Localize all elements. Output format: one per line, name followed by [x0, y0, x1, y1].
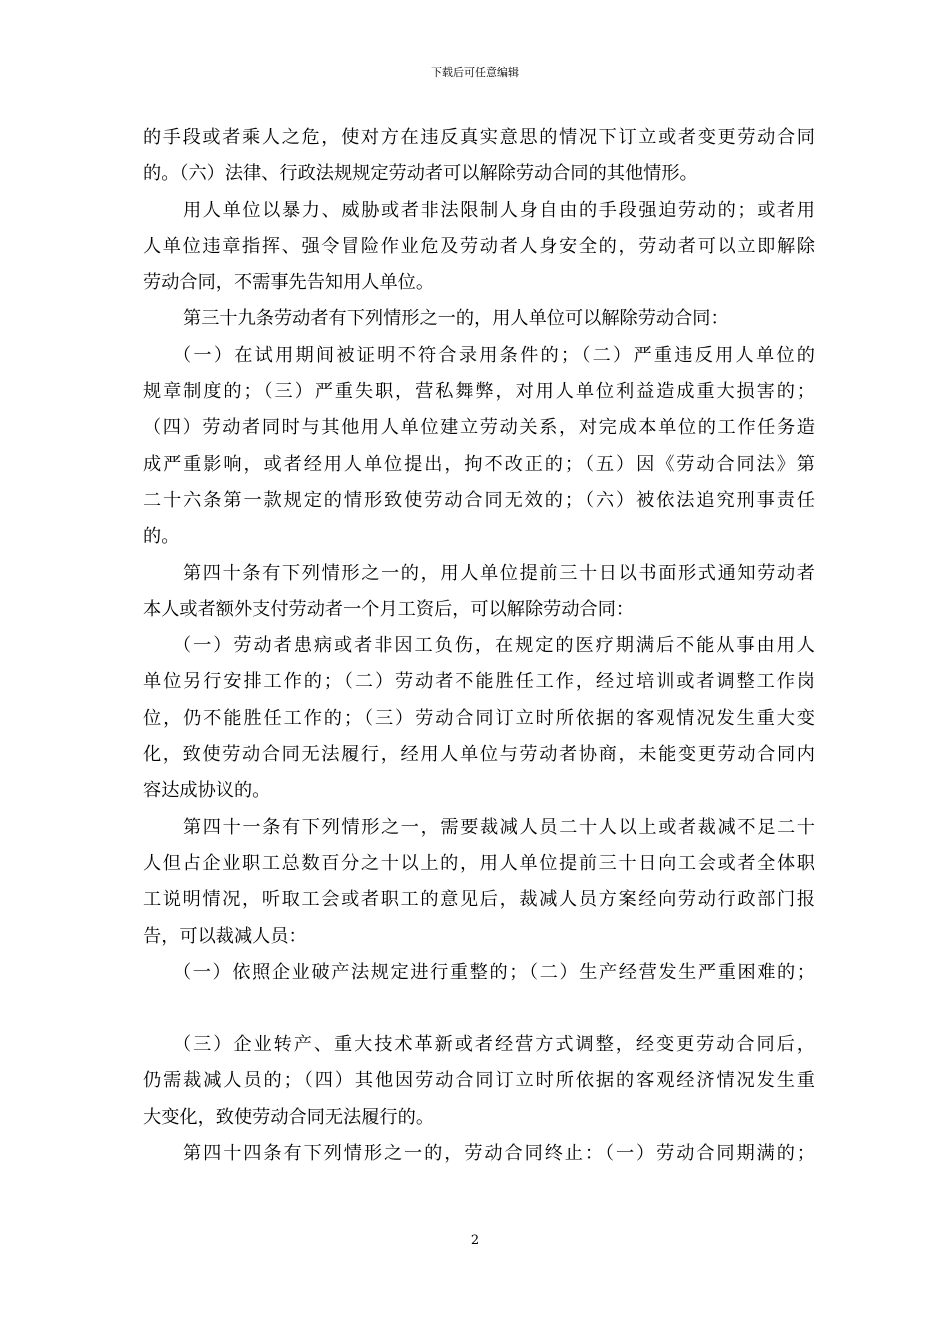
text-line: （一）依照企业破产法规定进行重整的；（二）生产经营发生严重困难的；: [173, 961, 815, 983]
page-header: 下载后可任意编辑: [431, 66, 519, 79]
text-line: 位，仍不能胜任工作的；（三）劳动合同订立时所依据的客观情况发生重大变: [143, 707, 815, 729]
text-line: 仍需裁减人员的；（四）其他因劳动合同订立时所依据的客观经济情况发生重: [143, 1070, 815, 1092]
text-line: 劳动合同，不需事先告知用人单位。: [143, 272, 435, 294]
blank-line: [143, 991, 815, 1027]
page-number: 2: [470, 1233, 480, 1248]
text-line: 成严重影响，或者经用人单位提出，拘不改正的；（五）因《劳动合同法》第: [143, 453, 815, 475]
text-line: 第四十四条有下列情形之一的，劳动合同终止：（一）劳动合同期满的；: [183, 1143, 815, 1165]
text-line: 第四十条有下列情形之一的，用人单位提前三十日以书面形式通知劳动者: [183, 562, 815, 584]
document-body: [143, 120, 815, 1172]
text-line: （一）劳动者患病或者非因工负伤，在规定的医疗期满后不能从事由用人: [173, 635, 815, 657]
text-line: 用人单位以暴力、威胁或者非法限制人身自由的手段强迫劳动的；或者用: [183, 199, 815, 221]
text-line: 的。: [143, 526, 180, 548]
text-line: 的。（六）法律、行政法规规定劳动者可以解除劳动合同的其他情形。: [143, 163, 698, 185]
text-line: 第四十一条有下列情形之一，需要裁减人员二十人以上或者裁减不足二十: [183, 816, 815, 838]
text-line: （三）企业转产、重大技术革新或者经营方式调整，经变更劳动合同后，: [173, 1034, 815, 1056]
text-line: 化，致使劳动合同无法履行，经用人单位与劳动者协商，未能变更劳动合同内: [143, 744, 815, 766]
text-line: 告，可以裁减人员：: [143, 925, 307, 947]
text-line: 本人或者额外支付劳动者一个月工资后，可以解除劳动合同：: [143, 598, 635, 620]
text-line: 规章制度的；（三）严重失职，营私舞弊，对用人单位利益造成重大损害的；: [143, 381, 815, 403]
text-line: 第三十九条劳动者有下列情形之一的，用人单位可以解除劳动合同：: [183, 308, 729, 330]
text-line: （四）劳动者同时与其他用人单位建立劳动关系，对完成本单位的工作任务造: [143, 417, 815, 439]
text-line: 的手段或者乘人之危，使对方在违反真实意思的情况下订立或者变更劳动合同: [143, 127, 815, 148]
text-line: 人单位违章指挥、强令冒险作业危及劳动者人身安全的，劳动者可以立即解除: [143, 235, 815, 257]
text-line: （一）在试用期间被证明不符合录用条件的；（二）严重违反用人单位的: [173, 344, 815, 366]
text-line: 二十六条第一款规定的情形致使劳动合同无效的；（六）被依法追究刑事责任: [143, 489, 815, 511]
text-line: 工说明情况，听取工会或者职工的意见后，裁减人员方案经向劳动行政部门报: [143, 889, 815, 911]
text-line: 大变化，致使劳动合同无法履行的。: [143, 1106, 435, 1128]
text-line: 人但占企业职工总数百分之十以上的，用人单位提前三十日向工会或者全体职: [143, 852, 815, 874]
text-line: 容达成协议的。: [143, 780, 271, 802]
text-line: 单位另行安排工作的；（二）劳动者不能胜任工作，经过培训或者调整工作岗: [143, 671, 815, 693]
